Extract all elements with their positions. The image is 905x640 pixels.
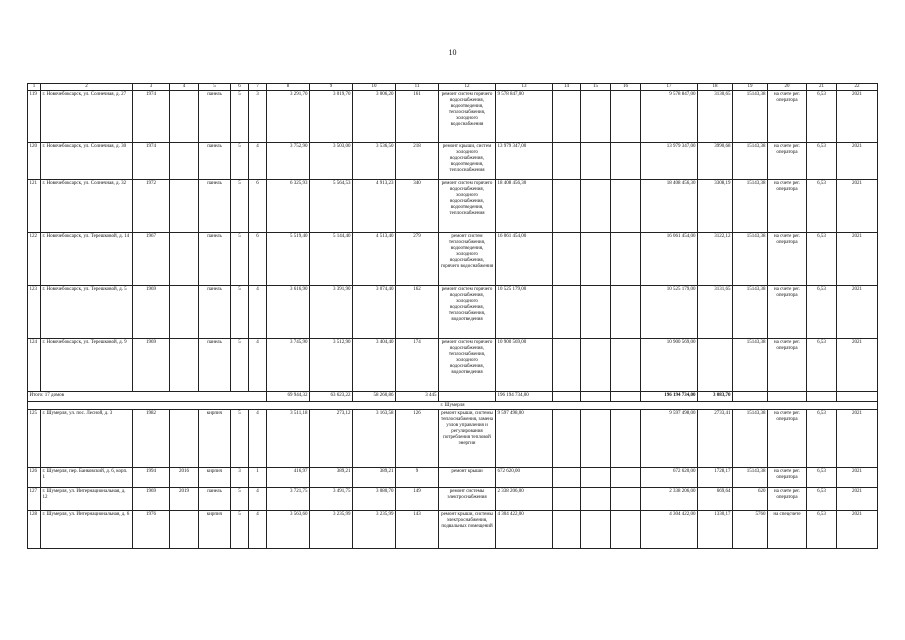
cell-c11: 340 [396, 180, 439, 233]
cell-c4 [170, 233, 199, 286]
cell-c20: на счете рег. оператора [768, 488, 807, 511]
cell-c11: 162 [396, 286, 439, 339]
cell-c14 [553, 143, 581, 180]
cell-c8: 3 616,90 [267, 286, 310, 339]
cell-c20: на счете рег. оператора [768, 339, 807, 392]
cell-c3: 1967 [133, 233, 170, 286]
cell-c6: 5 [231, 233, 249, 286]
cell-c21: 6,53 [807, 410, 837, 468]
column-number-cell: 22 [837, 84, 878, 91]
cell-c20: на счете рег. оператора [768, 286, 807, 339]
cell-c6: 3 [231, 468, 249, 488]
total-c12 [439, 392, 496, 402]
cell-c22: 2021 [837, 511, 878, 549]
cell-c14 [553, 180, 581, 233]
cell-c4 [170, 180, 199, 233]
table-row [28, 468, 878, 488]
cell-c7: 4 [249, 339, 267, 392]
cell-c16 [611, 91, 641, 143]
cell-c12: ремонт крыши, системы электроснабжения, подвальных помещений [439, 511, 496, 549]
cell-c3: 1969 [133, 488, 170, 511]
cell-c22: 2021 [837, 233, 878, 286]
cell-c22: 2021 [837, 143, 878, 180]
cell-c17: 4 304 422,00 [641, 511, 698, 549]
cell-c13: 10 900 569,00 [496, 339, 553, 392]
cell-c6: 5 [231, 91, 249, 143]
cell-addr: г. Новочебоксарск, ул. Терешковой, д. 14 [41, 233, 133, 286]
cell-c18: 3130,65 [698, 91, 733, 143]
cell-c15 [581, 339, 611, 392]
cell-c4 [170, 511, 199, 549]
cell-c10: 3 163,58 [353, 410, 396, 468]
cell-c17: 672 620,00 [641, 468, 698, 488]
cell-c19: 15143,38 [733, 410, 768, 468]
table-row [28, 143, 878, 180]
cell-n: 122 [28, 233, 41, 286]
column-number-cell: 17 [641, 84, 698, 91]
cell-c3: 1969 [133, 286, 170, 339]
cell-n: 119 [28, 91, 41, 143]
cell-c16 [611, 143, 641, 180]
page-number: 10 [448, 48, 457, 57]
cell-c15 [581, 180, 611, 233]
cell-c13: 672 620,00 [496, 468, 553, 488]
table-row [28, 286, 878, 339]
cell-c7: 1 [249, 468, 267, 488]
cell-c22: 2021 [837, 410, 878, 468]
cell-c16 [611, 180, 641, 233]
cell-c8: 3 721,75 [267, 488, 310, 511]
cell-c6: 5 [231, 410, 249, 468]
cell-c18: 3990,68 [698, 143, 733, 180]
cell-c9: 3 503,00 [310, 143, 353, 180]
column-number-cell: 13 [496, 84, 553, 91]
cell-c10: 3 080,70 [353, 488, 396, 511]
cell-c9: 5 564,53 [310, 180, 353, 233]
cell-c5: панель [199, 339, 231, 392]
cell-c12: ремонт системы электроснабжения [439, 488, 496, 511]
cell-c13: 9 578 847,00 [496, 91, 553, 143]
column-number-cell: 20 [768, 84, 807, 91]
cell-c5: панель [199, 488, 231, 511]
cell-c8: 6 325,93 [267, 180, 310, 233]
cell-n: 128 [28, 511, 41, 549]
cell-addr: г. Шумерля, ул. Интернациональная, д. 6 [41, 511, 133, 549]
column-number-cell: 5 [199, 84, 231, 91]
cell-c13: 10 525 179,00 [496, 286, 553, 339]
cell-c12: ремонт крыши [439, 468, 496, 488]
cell-c11: 9 [396, 468, 439, 488]
cell-c3: 1974 [133, 143, 170, 180]
cell-c4 [170, 91, 199, 143]
cell-n: 121 [28, 180, 41, 233]
cell-c16 [611, 468, 641, 488]
cell-c3: 1976 [133, 511, 170, 549]
cell-c7: 4 [249, 143, 267, 180]
total-c17: 196 194 734,00 [641, 392, 698, 402]
cell-c13: 16 061 454,00 [496, 233, 553, 286]
total-c16 [611, 392, 641, 402]
cell-c10: 3 074,40 [353, 286, 396, 339]
cell-addr: г. Шумерля, пер. Банковский, д. 6, корп. 1 [41, 468, 133, 488]
cell-c14 [553, 468, 581, 488]
cell-c3: 1994 [133, 468, 170, 488]
cell-c5: панель [199, 91, 231, 143]
table-row [28, 511, 878, 549]
cell-c7: 4 [249, 410, 267, 468]
total-c18: 3 083,70 [698, 392, 733, 402]
cell-c17: 18 408 456,30 [641, 180, 698, 233]
cell-c17: 13 979 347,00 [641, 143, 698, 180]
column-number-cell: 10 [353, 84, 396, 91]
total-c21 [807, 392, 837, 402]
cell-c10: 3 235,99 [353, 511, 396, 549]
cell-c9: 5 144,40 [310, 233, 353, 286]
cell-c8: 3 745,90 [267, 339, 310, 392]
cell-c19: 620 [733, 488, 768, 511]
cell-c16 [611, 339, 641, 392]
cell-c18 [698, 339, 733, 392]
cell-c7: 4 [249, 511, 267, 549]
total-c20 [768, 392, 807, 402]
table-row [28, 339, 878, 392]
cell-c6: 5 [231, 143, 249, 180]
cell-c3: 1982 [133, 410, 170, 468]
column-number-cell: 15 [581, 84, 611, 91]
cell-c16 [611, 233, 641, 286]
column-number-cell: 16 [611, 84, 641, 91]
cell-addr: г. Шумерля, ул. Интернациональная, д. 12 [41, 488, 133, 511]
cell-addr: г. Новочебоксарск, ул. Солнечная, д. 32 [41, 180, 133, 233]
total-label: Итого: 17 домов [28, 392, 267, 402]
cell-c7: 6 [249, 180, 267, 233]
total-c10: 58 260,86 [353, 392, 396, 402]
cell-c14 [553, 91, 581, 143]
column-number-cell: 1 [28, 84, 41, 91]
cell-c16 [611, 410, 641, 468]
cell-c15 [581, 233, 611, 286]
cell-c14 [553, 286, 581, 339]
cell-c5: панель [199, 180, 231, 233]
cell-c6: 5 [231, 180, 249, 233]
table-row [28, 488, 878, 511]
cell-c18: 3308,19 [698, 180, 733, 233]
cell-c21: 6,53 [807, 468, 837, 488]
cell-c14 [553, 511, 581, 549]
cell-c18: 669,64 [698, 488, 733, 511]
cell-c22: 2021 [837, 339, 878, 392]
cell-n: 125 [28, 410, 41, 468]
cell-c15 [581, 468, 611, 488]
cell-addr: г. Шумерля, ул. пос. Лесной, д. 3 [41, 410, 133, 468]
cell-c7: 4 [249, 286, 267, 339]
cell-addr: г. Новочебоксарск, ул. Солнечная, д. 30 [41, 143, 133, 180]
cell-c4: 2016 [170, 468, 199, 488]
cell-c10: 4 513,40 [353, 233, 396, 286]
cell-c6: 5 [231, 488, 249, 511]
cell-c15 [581, 91, 611, 143]
section-title: г. Шумерля [28, 402, 878, 410]
total-c14 [553, 392, 581, 402]
cell-c8: 3 291,70 [267, 91, 310, 143]
column-number-cell: 18 [698, 84, 733, 91]
cell-c18: 1330,17 [698, 511, 733, 549]
cell-c19: 5760 [733, 511, 768, 549]
column-number-cell: 19 [733, 84, 768, 91]
cell-c22: 2021 [837, 91, 878, 143]
cell-c16 [611, 286, 641, 339]
column-number-cell: 14 [553, 84, 581, 91]
cell-c6: 5 [231, 511, 249, 549]
cell-c14 [553, 233, 581, 286]
total-c22 [837, 392, 878, 402]
cell-c4 [170, 339, 199, 392]
cell-c10: 3 404,40 [353, 339, 396, 392]
cell-c18: 3122,12 [698, 233, 733, 286]
cell-c13: 13 979 347,00 [496, 143, 553, 180]
cell-c9: 389,21 [310, 468, 353, 488]
column-number-row [28, 84, 878, 91]
cell-c17: 10 525 179,00 [641, 286, 698, 339]
cell-c13: 2 338 206,00 [496, 488, 553, 511]
column-number-cell: 21 [807, 84, 837, 91]
cell-c6: 5 [231, 286, 249, 339]
cell-addr: г. Новочебоксарск, ул. Терешковой, д. 9 [41, 339, 133, 392]
column-number-cell: 2 [41, 84, 133, 91]
cell-c20: на счете рег. оператора [768, 91, 807, 143]
cell-c15 [581, 143, 611, 180]
cell-n: 124 [28, 339, 41, 392]
cell-c14 [553, 339, 581, 392]
cell-c3: 1974 [133, 91, 170, 143]
cell-n: 127 [28, 488, 41, 511]
total-c11: 3 445 [396, 392, 439, 402]
cell-c5: кирпич [199, 468, 231, 488]
cell-c22: 2021 [837, 488, 878, 511]
cell-c21: 6,53 [807, 488, 837, 511]
registry-table [27, 83, 878, 549]
cell-c15 [581, 511, 611, 549]
column-number-cell: 11 [396, 84, 439, 91]
cell-c15 [581, 410, 611, 468]
cell-c20: на счете рег. оператора [768, 143, 807, 180]
cell-c16 [611, 488, 641, 511]
cell-c12: ремонт крыши, систем холодного водоснабжения, водоотведения, теплоснабжения [439, 143, 496, 180]
cell-c10: 4 913,23 [353, 180, 396, 233]
cell-c17: 9 578 847,00 [641, 91, 698, 143]
cell-n: 126 [28, 468, 41, 488]
cell-c12: ремонт систем теплоснабжения, водоотведения, холодного водоснабжения, горячего водоснабжения [439, 233, 496, 286]
cell-c8: 3 511,18 [267, 410, 310, 468]
cell-c13: 18 408 456,30 [496, 180, 553, 233]
cell-c10: 3 536,50 [353, 143, 396, 180]
cell-c21: 6,53 [807, 286, 837, 339]
cell-c11: 174 [396, 339, 439, 392]
cell-c21: 6,53 [807, 233, 837, 286]
cell-c11: 279 [396, 233, 439, 286]
cell-c21: 6,53 [807, 143, 837, 180]
cell-c7: 6 [249, 233, 267, 286]
total-row [28, 392, 878, 402]
cell-c8: 3 563,60 [267, 511, 310, 549]
cell-c3: 1969 [133, 339, 170, 392]
cell-c17: 10 900 569,00 [641, 339, 698, 392]
cell-c21: 6,53 [807, 339, 837, 392]
cell-c18: 1728,17 [698, 468, 733, 488]
cell-c5: кирпич [199, 410, 231, 468]
cell-c13: 4 304 422,00 [496, 511, 553, 549]
cell-c12: ремонт систем горячего водоснабжения, водоотведения, теплоснабжения, холодного водоснабжения [439, 91, 496, 143]
cell-c7: 3 [249, 91, 267, 143]
cell-c20: на счете рег. оператора [768, 180, 807, 233]
cell-c13: 9 597 498,00 [496, 410, 553, 468]
cell-c19: 15143,38 [733, 468, 768, 488]
column-number-cell: 12 [439, 84, 496, 91]
cell-n: 123 [28, 286, 41, 339]
cell-c4 [170, 143, 199, 180]
cell-c14 [553, 410, 581, 468]
section-row [28, 402, 878, 410]
cell-c21: 6,53 [807, 91, 837, 143]
cell-c21: 6,53 [807, 180, 837, 233]
table-row [28, 410, 878, 468]
cell-c19: 15143,38 [733, 143, 768, 180]
table-row [28, 91, 878, 143]
cell-c19: 15143,38 [733, 286, 768, 339]
column-number-cell: 7 [249, 84, 267, 91]
cell-c10: 389,21 [353, 468, 396, 488]
cell-c12: ремонт систем горячего водоснабжения, холодного водоснабжения, водоотведения, теплоснабжения [439, 180, 496, 233]
cell-c12: ремонт крыши, системы теплоснабжения, замена узлов управления и регулирования потребления тепловой энергии [439, 410, 496, 468]
cell-c9: 273,12 [310, 410, 353, 468]
total-c9: 63 623,22 [310, 392, 353, 402]
cell-c17: 9 597 498,00 [641, 410, 698, 468]
cell-c19: 15143,38 [733, 233, 768, 286]
cell-c5: панель [199, 286, 231, 339]
cell-c3: 1972 [133, 180, 170, 233]
cell-c11: 218 [396, 143, 439, 180]
cell-c4 [170, 410, 199, 468]
cell-c9: 3 019,70 [310, 91, 353, 143]
cell-c9: 3 491,75 [310, 488, 353, 511]
column-number-cell: 6 [231, 84, 249, 91]
cell-c19: 15143,38 [733, 91, 768, 143]
cell-c16 [611, 511, 641, 549]
cell-c22: 2021 [837, 286, 878, 339]
table-row [28, 233, 878, 286]
cell-c5: панель [199, 233, 231, 286]
cell-c19: 15143,38 [733, 339, 768, 392]
cell-n: 120 [28, 143, 41, 180]
cell-c17: 2 338 206,00 [641, 488, 698, 511]
cell-c7: 4 [249, 488, 267, 511]
cell-c8: 5 519,40 [267, 233, 310, 286]
cell-c5: панель [199, 143, 231, 180]
total-c15 [581, 392, 611, 402]
cell-c22: 2021 [837, 468, 878, 488]
table-row [28, 180, 878, 233]
column-number-cell: 3 [133, 84, 170, 91]
cell-c12: ремонт систем горячего водоснабжения, холодного водоснабжения, теплоснабжения, водоотведения [439, 286, 496, 339]
cell-c18: 3131,65 [698, 286, 733, 339]
cell-c21: 6,53 [807, 511, 837, 549]
cell-c20: на счете рег. оператора [768, 410, 807, 468]
cell-c10: 3 006,20 [353, 91, 396, 143]
cell-c8: 416,97 [267, 468, 310, 488]
cell-addr: г. Новочебоксарск, ул. Терешковой, д. 5 [41, 286, 133, 339]
cell-c8: 3 752,90 [267, 143, 310, 180]
cell-c11: 161 [396, 91, 439, 143]
cell-c4: 2019 [170, 488, 199, 511]
total-c19 [733, 392, 768, 402]
cell-c18: 2733,41 [698, 410, 733, 468]
cell-c9: 3 391,90 [310, 286, 353, 339]
cell-c15 [581, 488, 611, 511]
total-c8: 69 944,32 [267, 392, 310, 402]
cell-c17: 16 061 454,00 [641, 233, 698, 286]
cell-c11: 149 [396, 488, 439, 511]
cell-c19: 15143,38 [733, 180, 768, 233]
cell-c11: 126 [396, 410, 439, 468]
column-number-cell: 9 [310, 84, 353, 91]
total-c13: 196 194 734,00 [496, 392, 553, 402]
cell-addr: г. Новочебоксарск, ул. Солнечная, д. 27 [41, 91, 133, 143]
cell-c15 [581, 286, 611, 339]
cell-c22: 2021 [837, 180, 878, 233]
column-number-cell: 8 [267, 84, 310, 91]
cell-c12: ремонт систем горячего водоснабжения, теплоснабжения, холодного водоснабжения, водоотведения [439, 339, 496, 392]
cell-c9: 3 235,99 [310, 511, 353, 549]
cell-c20: на спецсчете [768, 511, 807, 549]
cell-c20: на счете рег. оператора [768, 233, 807, 286]
cell-c9: 3 512,90 [310, 339, 353, 392]
cell-c11: 143 [396, 511, 439, 549]
column-number-cell: 4 [170, 84, 199, 91]
cell-c6: 5 [231, 339, 249, 392]
cell-c5: кирпич [199, 511, 231, 549]
cell-c20: на счете рег. оператора [768, 468, 807, 488]
cell-c14 [553, 488, 581, 511]
cell-c4 [170, 286, 199, 339]
